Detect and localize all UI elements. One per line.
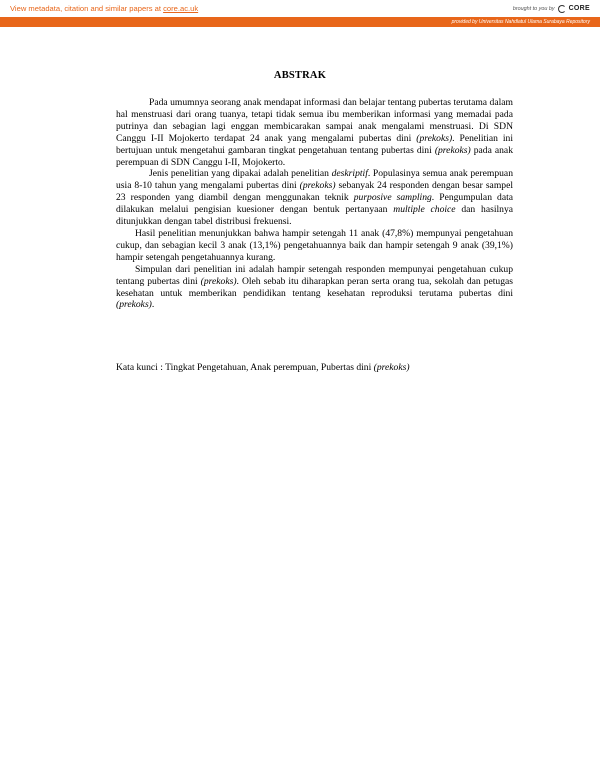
provider-text: provided by Universitas Nahdlatul Ulama Surabaya Repository [451,19,590,25]
provider-banner [0,17,600,27]
abstract-paragraph-4 [116,264,513,312]
core-logo-text: CORE [568,5,590,12]
metadata-notice [0,4,198,13]
core-header-bar [0,0,600,17]
p2-term-4: multiple choice [393,204,456,216]
p2-term-3: purposive sampling [353,192,432,204]
core-link[interactable]: core.ac.uk [163,4,199,13]
abstract-paragraph-2 [116,168,513,228]
brought-by-text: brought to you by [512,5,555,12]
p2-text-1: Jenis penelitian yang dipakai adalah penelitian [149,168,332,180]
abstract-title: ABSTRAK [273,70,327,81]
p2-text-4: . Pengumpulan data dilakukan melalui pengisian kuesioner dengan bentuk pertanyaan [116,192,514,216]
p1-term-2: (prekoks) [434,144,471,156]
p4-text-2: . Oleh sebab itu diharapkan peran serta orang tua, sekolah dan petugas kesehatan untuk memberikan pendidikan tentang kesehatan reproduksi terutama pubertas dini [116,275,514,299]
core-logo[interactable] [558,4,590,13]
keywords-term: (prekoks) [373,362,410,373]
p4-term-1: (prekoks) [200,275,237,287]
p1-text-1: Pada umumnya seorang anak mendapat informasi dan belajar tentang pubertas terutama dalam hal menstruasi dari orang tuanya, tetapi tidak semua ibu memberikan informasi yang memadai pada putrinya dan sebagian lagi enggan membicarakan sampai anak mengalami menstruasi. Di SDN Canggu I-II Mojokerto terdapat 24 anak yang mengalami pubertas dini [116,97,513,144]
p1-term-1: (prekoks) [416,132,453,144]
p2-text-5: dan hasilnya ditunjukkan dengan tabel distribusi frekuensi. [116,204,514,228]
abstract-paragraph-1 [116,97,513,168]
abstract-body [116,97,513,311]
keywords-text: Kata kunci : Tingkat Pengetahuan, Anak perempuan, Pubertas dini [116,362,374,373]
abstract-paragraph-3: Hasil penelitian menunjukkan bahwa hampir setengah 11 anak (47,8%) mempunyai pengetahuan cukup, dan sebagian kecil 3 anak (13,1%) pengetahuannya baik dan hampir setengah 9 anak (39,1%) hampir setengah pengetahuannya kurang. [116,227,513,263]
brought-by-block [513,4,600,13]
p1-text-2: . Penelitian ini bertujuan untuk mengetahui gambaran tingkat pengetahuan tentang pubertas dini [116,132,513,156]
keywords-line [116,362,513,374]
p4-text-3: . [151,299,155,311]
metadata-notice-text: View metadata, citation and similar papers at [10,4,164,13]
core-logo-icon [558,4,567,13]
p2-text-2: . Populasinya semua anak perempuan usia 8-10 tahun yang mengalami pubertas dini [116,168,513,192]
p4-term-2: (prekoks) [116,299,152,311]
p2-term-1: deskriptif [331,168,368,180]
p2-text-3: sebanyak 24 responden dengan besar sampel 23 responden yang diambil dengan menggunakan teknik [116,180,513,204]
p2-term-2: (prekoks) [299,180,336,192]
p4-text-1: Simpulan dari penelitian ini adalah hampir setengah responden mempunyai pengetahuan cukup tentang pubertas dini [116,263,513,287]
p1-text-3: pada anak perempuan di SDN Canggu I-II, Mojokerto. [116,144,513,168]
